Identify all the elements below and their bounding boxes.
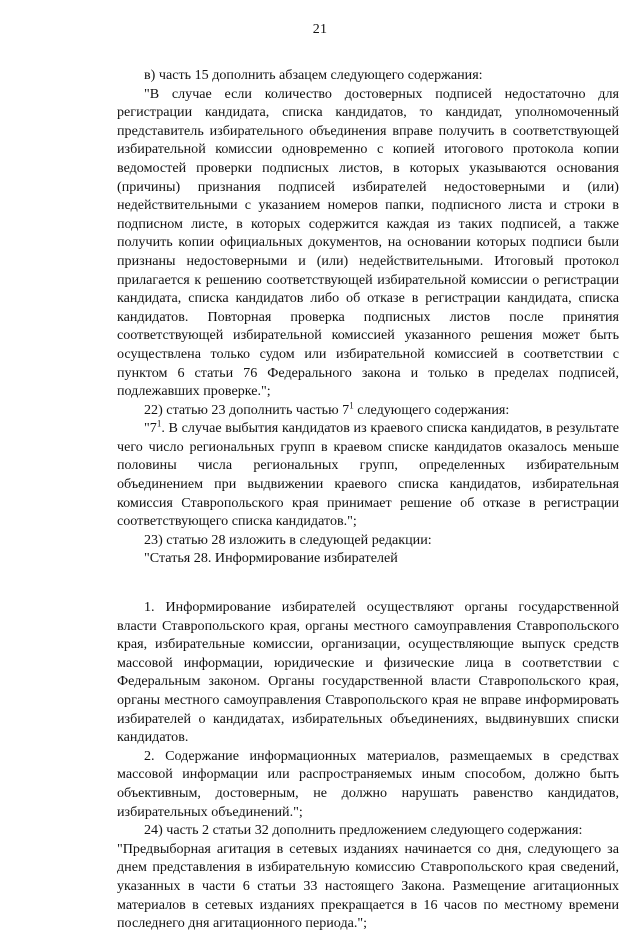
page-number: 21 — [312, 22, 328, 37]
superscript-1: 1 — [349, 400, 354, 410]
paragraph-article-28-part-2: 2. Содержание информационных материалов, размещаемых в средствах массовой информации или распространяемых иным способом, должно быть объективным, достоверным, не должно нарушать равенство кандидатов, избирательных объединений."; — [117, 747, 619, 820]
paragraph-amendment-part-15: в) часть 15 дополнить абзацем следующего содержания: — [144, 67, 483, 83]
paragraph-article-32-amendment: 24) часть 2 статьи 32 дополнить предложением следующего содержания: — [144, 822, 583, 839]
paragraph-quoted-online-campaign-text: "Предвыборная агитация в сетевых изданиях начинается со дня, следующего за днем представления в избирательную комиссию Ставропольского края сведений, указанных в части 6 статьи 33 настоящего Закона. Размещение агитационных материалов в сетевых изданиях прекращается в 16 часов по местному времени последнего дня агитационного периода."; — [117, 840, 619, 932]
paragraph-article-23-text-b: следующего содержания: — [353, 401, 510, 418]
paragraph-article-28-part-1: 1. Информирование избирателей осуществляют органы государственной власти Ставропольского края, органы местного самоуправления Ставропольского края, избирательные комиссии, организации, осуществляющие выпуск средств массовой информации, юридические и физические лица в соответствии с Федеральным законом. Органы государственной власти Ставропольского края, органы местного самоуправления Ставропольского края не вправе информировать избирателей о кандидатах, избирательных объединениях, выдвинувших списки кандидатов. — [117, 599, 619, 746]
paragraph-part-7-1-body: . В случае выбытия кандидатов из краевого списка кандидатов, в результате чего число региональных групп в краевом списке кандидатов оказалось меньше половины числа региональных групп, определенных избирательным объединением при выдвижении краевого списка кандидатов, избирательная комиссия Ставропольского края принимает решение об отказе в регистрации соответствующего списка кандидатов."; — [117, 420, 619, 530]
paragraph-article-23-text-a: 22) статью 23 дополнить частью 7 — [144, 401, 350, 418]
superscript-1: 1 — [156, 418, 162, 429]
paragraph-article-23-amendment — [117, 401, 619, 420]
article-28-heading: "Статья 28. Информирование избирателей — [144, 550, 398, 567]
paragraph-article-28-amendment: 23) статью 28 изложить в следующей редакции: — [144, 531, 432, 548]
paragraph-part-7-1-text — [117, 419, 619, 531]
blank-line — [117, 568, 619, 598]
paragraph-quoted-signatures-text: "В случае если количество достоверных подписей недостаточно для регистрации кандидата, списка кандидатов, то кандидат, уполномоченный представитель избирательного объединения вправе получить в соответствующей избирательной комиссии одновременно с копией итогового протокола копии ведомостей проверки подписных листов, в которых указываются основания (причины) признания подписей избирателей недостоверными и (или) недействительными с указанием номеров папки, подписного листа и строки в подписном листе, в которых содержится каждая из таких подписей, а также получить копии официальных документов, на основании которых подписи были признаны недостоверными и (или) недействительными. Итоговый протокол прилагается к решению соответствующей избирательной комиссии о регистрации кандидата, списка кандидатов либо об отказе в регистрации кандидата, списка кандидатов. Повторная проверка подписных листов после принятия соответствующей избирательной комиссией указанного решения может быть осуществлена только судом или избирательной комиссией в соответствии с пунктом 6 статьи 76 Федерального закона и только в пределах подписей, подлежавших проверке."; — [117, 85, 619, 400]
document-body — [117, 66, 619, 933]
paragraph-part-7-1-number: "7 — [144, 420, 157, 437]
